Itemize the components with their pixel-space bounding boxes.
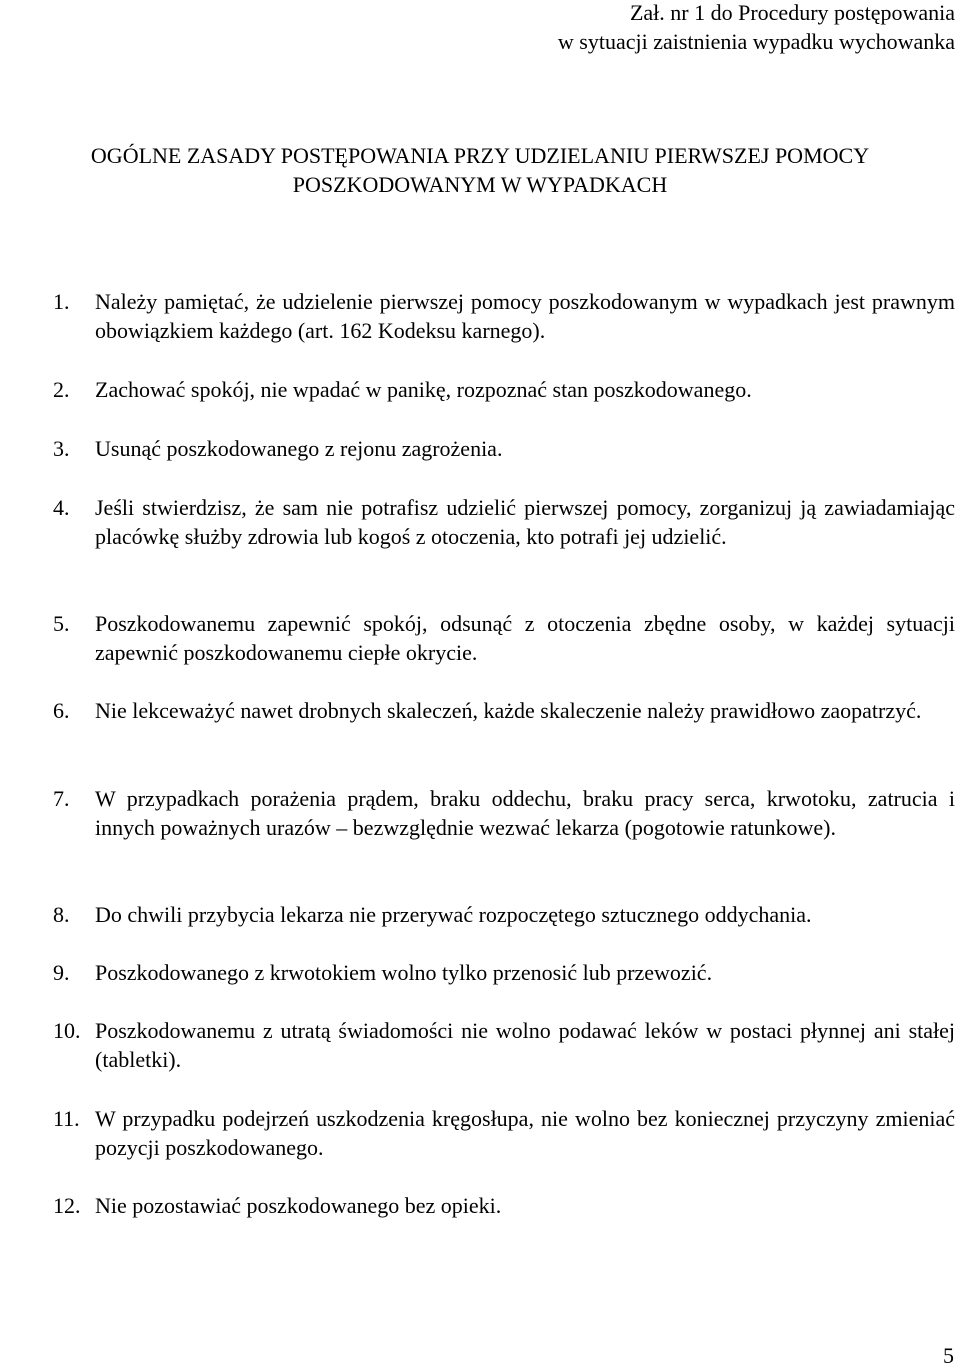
item-text: W przypadkach porażenia prądem, braku oddechu, braku pracy serca, krwotoku, zatrucia i innych poważnych urazów – bezwzględnie wezwać lekarza (pogotowie ratunkowe). <box>95 786 955 840</box>
item-number: 7. <box>53 786 70 811</box>
item-number: 10. <box>53 1018 81 1043</box>
item-text: Nie lekceważyć nawet drobnych skaleczeń, każde skaleczenie należy prawidłowo zaopatrzyć. <box>95 698 922 723</box>
item-number: 1. <box>53 289 70 314</box>
item-text: Poszkodowanemu z utratą świadomości nie wolno podawać leków w postaci płynnej ani stałej (tabletki). <box>95 1018 955 1072</box>
attachment-line-2: w sytuacji zaistnienia wypadku wychowanka <box>557 29 955 54</box>
list-item <box>53 900 955 929</box>
item-number: 6. <box>53 698 70 723</box>
list-item <box>53 1191 955 1220</box>
item-number: 8. <box>53 902 70 927</box>
item-text: Usunąć poszkodowanego z rejonu zagrożenia. <box>95 436 503 461</box>
attachment-line-1: Zał. nr 1 do Procedury postępowania <box>629 0 955 25</box>
page-number: 5 <box>943 1343 954 1368</box>
item-text: Do chwili przybycia lekarza nie przerywać rozpoczętego sztucznego oddychania. <box>95 902 812 927</box>
list-item <box>53 375 955 404</box>
list-item <box>53 1104 955 1162</box>
item-text: Poszkodowanemu zapewnić spokój, odsunąć z otoczenia zbędne osoby, w każdej sytuacji zapewnić poszkodowanemu ciepłe okrycie. <box>95 611 955 665</box>
list-item <box>53 434 955 463</box>
list-item <box>53 493 955 551</box>
list-item <box>53 958 955 987</box>
list-item <box>53 287 955 345</box>
title-line-2: POSZKODOWANYM W WYPADKACH <box>292 172 668 197</box>
attachment-note <box>558 0 955 56</box>
item-number: 5. <box>53 611 70 636</box>
item-number: 4. <box>53 495 70 520</box>
item-text: Należy pamiętać, że udzielenie pierwszej pomocy poszkodowanym w wypadkach jest prawnym obowiązkiem każdego (art. 162 Kodeksu karnego). <box>95 289 955 343</box>
document-title <box>0 141 960 199</box>
title-line-1: OGÓLNE ZASADY POSTĘPOWANIA PRZY UDZIELANIU PIERWSZEJ POMOCY <box>90 143 870 168</box>
item-number: 9. <box>53 960 70 985</box>
list-item <box>53 609 955 667</box>
item-number: 3. <box>53 436 70 461</box>
list-item <box>53 696 955 725</box>
item-text: Zachować spokój, nie wpadać w panikę, rozpoznać stan poszkodowanego. <box>95 377 752 402</box>
item-text: Nie pozostawiać poszkodowanego bez opieki. <box>95 1193 502 1218</box>
item-text: Poszkodowanego z krwotokiem wolno tylko przenosić lub przewozić. <box>95 960 713 985</box>
list-item <box>53 1016 955 1074</box>
item-number: 2. <box>53 377 70 402</box>
item-number: 12. <box>53 1193 81 1218</box>
item-text: Jeśli stwierdzisz, że sam nie potrafisz udzielić pierwszej pomocy, zorganizuj ją zawiadamiając placówkę służby zdrowia lub kogoś z otoczenia, kto potrafi jej udzielić. <box>95 495 955 549</box>
item-number: 11. <box>53 1106 80 1131</box>
list-item <box>53 784 955 842</box>
item-text: W przypadku podejrzeń uszkodzenia kręgosłupa, nie wolno bez koniecznej przyczyny zmieniać pozycji poszkodowanego. <box>95 1106 955 1160</box>
